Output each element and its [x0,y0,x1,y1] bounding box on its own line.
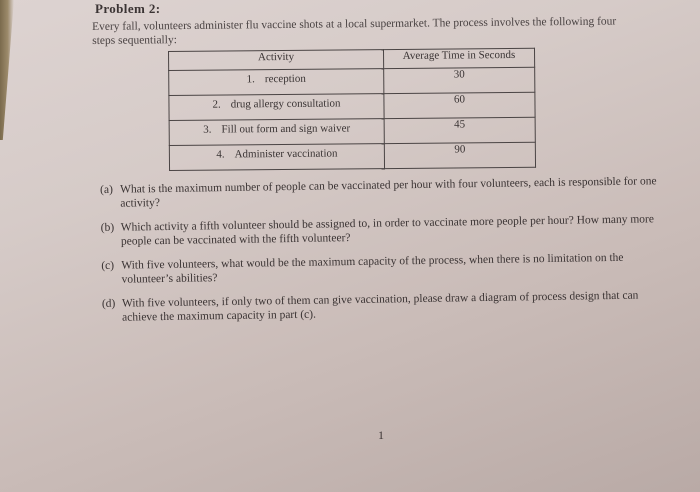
activity-cell [169,94,384,121]
question-label: (b) [100,221,115,234]
question-text: What is the maximum number of people can be vaccinated per hour with four volunteers, each is responsible for one activity? [120,175,657,210]
question-label: (c) [101,259,115,272]
activity-time-table [168,48,536,171]
question-text: Which activity a fifth volunteer should be assigned to, in order to vaccinate more people per hour? How many more people can be vaccinated with the fifth volunteer? [120,213,655,248]
question-text: With five volunteers, what would be the maximum capacity of the process, when there is no limitation on the volunteer’s abilities? [121,251,624,286]
page-number: 1 [378,428,384,442]
question-c [101,250,661,287]
activity-number: 2. [212,98,221,111]
table-row [169,92,535,120]
question-a [100,174,660,211]
table-row [169,67,535,95]
activity-cell [169,144,384,171]
time-cell: 90 [384,142,535,168]
question-label: (d) [101,297,116,310]
activity-cell [169,119,384,146]
activity-name: Fill out form and sign waiver [221,122,351,136]
activity-number: 3. [203,123,212,136]
activity-name: drug allergy consultation [230,97,341,111]
table-row [169,117,535,145]
time-cell: 60 [384,92,535,118]
problem-intro: Every fall, volunteers administer flu vaccine shots at a local supermarket. The process involves the following four steps sequentially: [92,15,617,47]
question-d [102,288,662,325]
time-cell: 45 [384,117,535,143]
header-activity: Activity [169,50,384,71]
time-cell: 30 [384,67,535,93]
table-row [169,142,535,170]
activity-cell [169,69,384,96]
question-b [101,212,661,249]
activity-number: 4. [216,148,225,161]
question-label: (a) [100,183,113,196]
problem-title: Problem 2: [95,1,161,16]
activity-name: Administer vaccination [234,147,338,161]
header-average-time: Average Time in Seconds [383,48,534,68]
activity-number: 1. [246,73,255,86]
question-text: With five volunteers, if only two of them can give vaccination, please draw a diagram of process design that can achieve the maximum capacity in part (c). [121,289,639,324]
activity-name: reception [264,72,306,86]
question-list [100,174,662,335]
